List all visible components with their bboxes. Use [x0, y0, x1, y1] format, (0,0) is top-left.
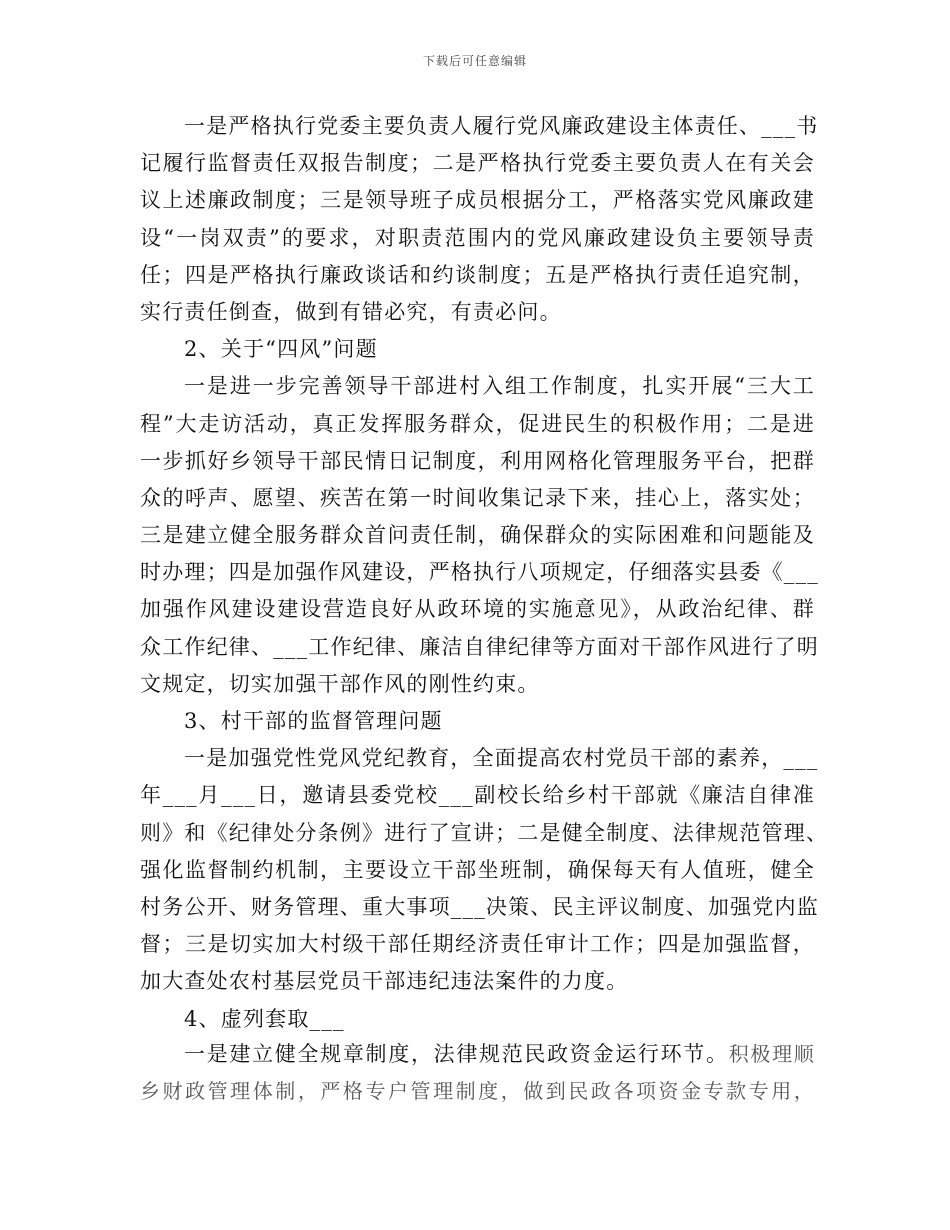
text-line: 一是进一步完善领导干部进村入组工作制度，扎实开展“三大工	[184, 374, 815, 399]
text-line: 记履行监督责任双报告制度；二是严格执行党委主要负责人在有关会	[140, 151, 815, 176]
text-line: 则》和《纪律处分条例》进行了宣讲；二是健全制度、法律规范管理、	[140, 820, 829, 845]
text-line: 加大查处农村基层党员干部违纪违法案件的力度。	[140, 969, 629, 994]
text-line: 督；三是切实加大村级干部任期经济责任审计工作；四是加强监督，	[140, 932, 815, 957]
text-line: 3、村干部的监督管理问题	[184, 709, 443, 733]
text-line: 文规定，切实加强干部作风的刚性约束。	[140, 671, 540, 696]
text-line	[140, 1036, 815, 1073]
text-line: 村务公开、财务管理、重大事项___决策、民主评议制度、加强党内监	[140, 894, 819, 919]
bold-sentence: 一是建立健全规章制度，法律规范民政资金运行环节。	[184, 1042, 729, 1066]
light-sentence: 积极理顺	[728, 1042, 815, 1066]
document-body	[140, 108, 829, 1038]
text-line: 任；四是严格执行廉政谈话和约谈制度；五是严格执行责任追究制，	[140, 262, 815, 287]
text-line: 4、虚列套取___	[184, 1006, 345, 1031]
text-line: 一是严格执行党委主要负责人履行党风廉政建设主体责任、___书	[184, 114, 819, 138]
text-line: 三是建立健全服务群众首问责任制，确保群众的实际困难和问题能及	[140, 523, 815, 548]
text-line: 众的呼声、愿望、疾苦在第一时间收集记录下来，挂心上，落实处；	[140, 485, 815, 510]
text-line: 强化监督制约机制，主要设立干部坐班制，确保每天有人值班，健全	[140, 857, 815, 882]
text-line: 众工作纪律、___工作纪律、廉洁自律纪律等方面对干部作风进行了明	[140, 634, 819, 659]
text-line: 实行责任倒查，做到有错必究，有责必问。	[140, 299, 562, 324]
text-line: 程”大走访活动，真正发挥服务群众，促进民生的积极作用；二是进	[140, 411, 815, 436]
text-line: 乡财政管理体制，严格专户管理制度，做到民政各项资金专款专用，	[140, 1079, 815, 1104]
text-line: 时办理；四是加强作风建设，严格执行八项规定，仔细落实县委《___	[140, 560, 819, 585]
text-line: 加强作风建设建设营造良好从政环境的实施意见》，从政治纪律、群	[140, 597, 815, 622]
text-line: 设“一岗双责”的要求，对职责范围内的党风廉政建设负主要领导责	[140, 225, 815, 250]
document-tail	[140, 1036, 815, 1110]
text-line: 一步抓好乡领导干部民情日记制度，利用网格化管理服务平台，把群	[140, 448, 815, 473]
text-line: 议上述廉政制度；三是领导班子成员根据分工，严格落实党风廉政建	[140, 188, 815, 213]
page-header: 下载后可任意编辑	[422, 54, 527, 68]
text-line: 2、关于“四风”问题	[184, 337, 378, 362]
text-line: 年___月___日，邀请县委党校___副校长给乡村干部就《廉洁自律准	[140, 783, 815, 808]
text-line: 一是加强党性党风党纪教育，全面提高农村党员干部的素养，___	[184, 746, 819, 771]
